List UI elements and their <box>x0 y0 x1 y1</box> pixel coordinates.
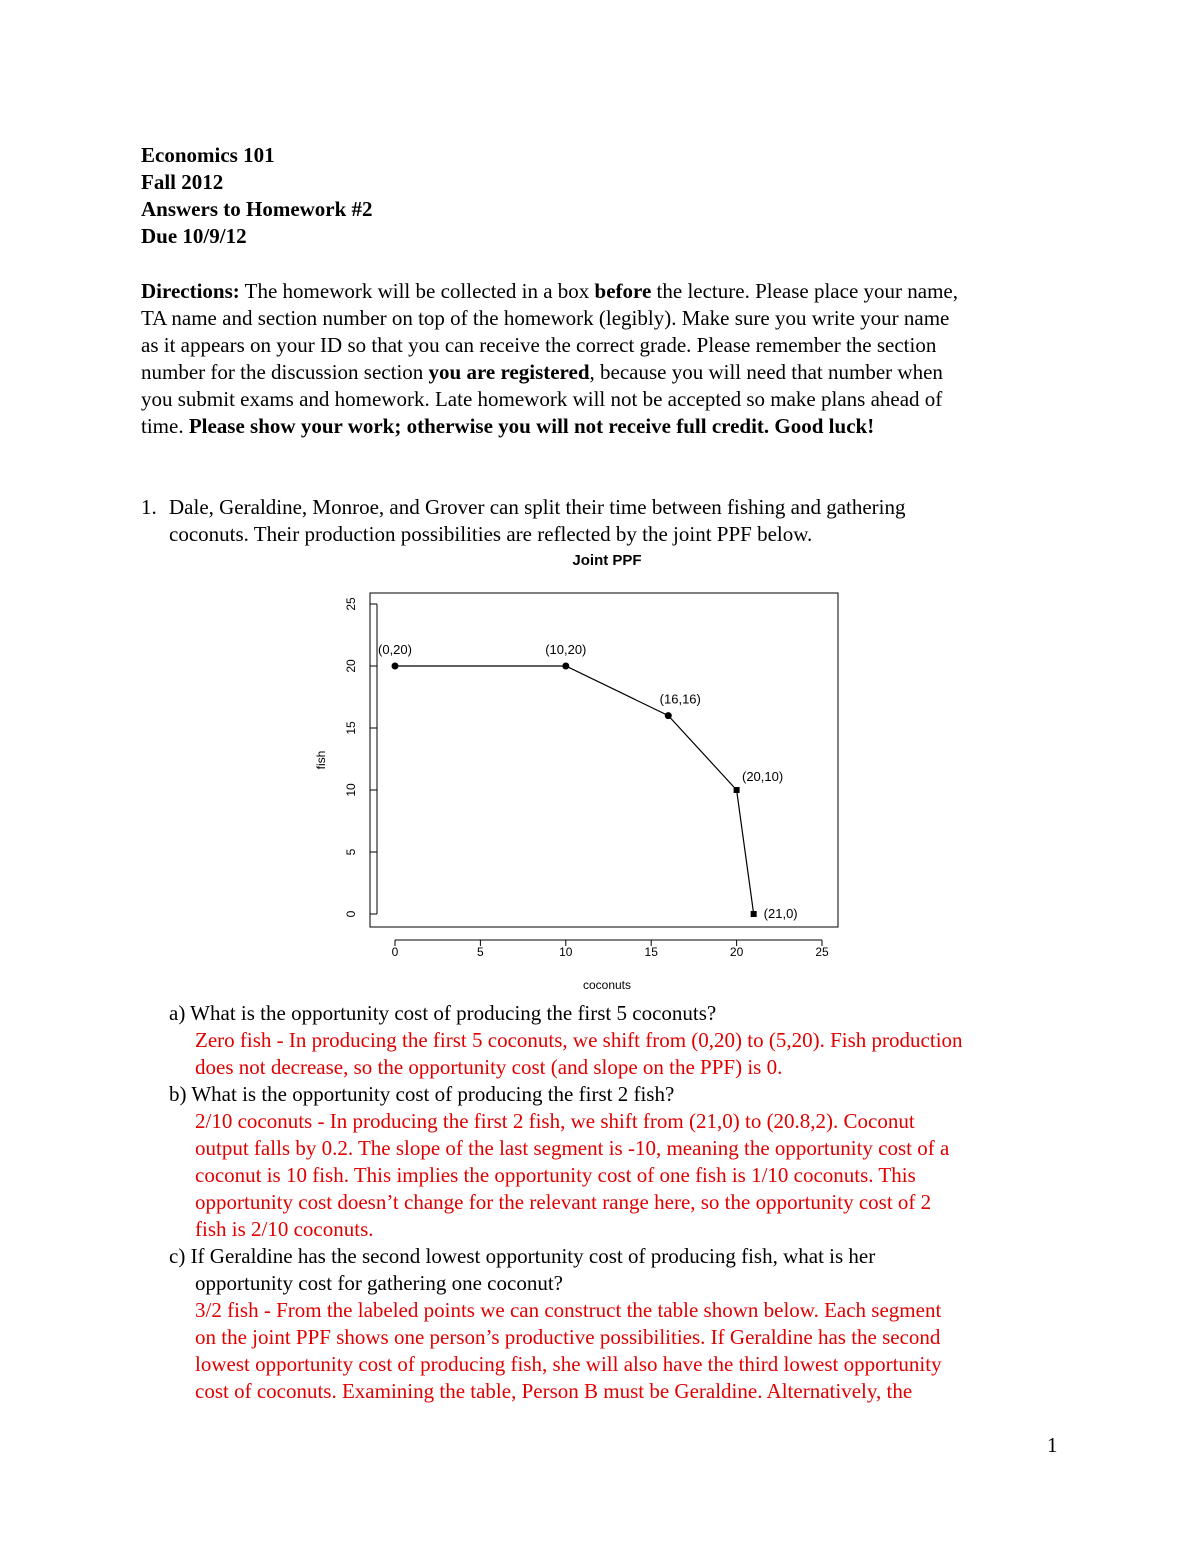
directions-label: Directions: <box>141 279 240 303</box>
directions-line-2: TA name and section number on top of the homework (legibly). Make sure you write your name <box>141 306 950 330</box>
answer-c-line-4: cost of coconuts. Examining the table, Person B must be Geraldine. Alternatively, the <box>195 1379 913 1403</box>
x-tick-label: 0 <box>391 945 399 959</box>
answer-b-line-1: 2/10 coconuts - In producing the first 2 fish, we shift from (21,0) to (20.8,2). Coconut <box>195 1109 915 1133</box>
y-tick-label: 20 <box>344 659 358 673</box>
question-1-line-2: coconuts. Their production possibilities are reflected by the joint PPF below. <box>169 522 813 546</box>
point-label: (10,20) <box>545 642 587 657</box>
answer-a-line-2: does not decrease, so the opportunity cost (and slope on the PPF) is 0. <box>195 1055 783 1079</box>
x-tick-label: 25 <box>815 945 829 959</box>
question-c-line-1: c) If Geraldine has the second lowest opportunity cost of producing fish, what is her <box>169 1244 876 1268</box>
ppf-series <box>378 642 798 921</box>
y-tick-label: 0 <box>344 910 358 918</box>
answer-c-line-3: lowest opportunity cost of producing fish, she will also have the third lowest opportunity <box>195 1352 942 1376</box>
question-c-line-2: opportunity cost for gathering one coconut? <box>195 1271 563 1295</box>
y-tick-label: 5 <box>344 848 358 856</box>
y-axis-label: fish <box>314 750 328 770</box>
point-label: (16,16) <box>659 691 701 707</box>
ppf-point <box>562 663 569 670</box>
question-number: 1. <box>141 495 157 519</box>
y-tick-label: 25 <box>344 597 358 611</box>
term: Fall 2012 <box>141 170 224 194</box>
page-number: 1 <box>1047 1433 1058 1457</box>
ppf-point <box>392 663 399 670</box>
directions-text: number for the discussion section <box>141 360 429 384</box>
directions-emphasis-show-work: Please show your work; otherwise you will not receive full credit. Good luck! <box>188 414 875 438</box>
answer-b-line-5: fish is 2/10 coconuts. <box>195 1217 374 1241</box>
question-b: b) What is the opportunity cost of producing the first 2 fish? <box>169 1082 675 1106</box>
answer-b-line-2: output falls by 0.2. The slope of the last segment is -10, meaning the opportunity cost of a <box>195 1136 950 1160</box>
directions-emphasis-registered: you are registered <box>428 360 590 384</box>
joint-ppf-chart <box>300 545 860 995</box>
answer-b-line-3: coconut is 10 fish. This implies the opportunity cost of one fish is 1/10 coconuts. This <box>195 1163 916 1187</box>
question-1-line-1: Dale, Geraldine, Monroe, and Grover can split their time between fishing and gathering <box>169 495 906 519</box>
point-label: (0,20) <box>378 642 412 657</box>
point-label: (20,10) <box>741 769 784 784</box>
directions-line-4 <box>141 359 943 386</box>
x-axis <box>392 940 829 959</box>
ppf-point <box>734 787 740 793</box>
x-tick-label: 5 <box>477 945 484 959</box>
directions-text: time. <box>141 414 189 438</box>
directions-line-6 <box>141 413 874 440</box>
directions-line-5: you submit exams and homework. Late homework will not be accepted so make plans ahead of <box>141 387 943 411</box>
y-axis <box>344 597 377 917</box>
directions-line-1 <box>141 278 958 305</box>
point-label: (21,0) <box>763 906 798 921</box>
chart-title: Joint PPF <box>572 552 642 569</box>
x-axis-label: coconuts <box>582 978 632 992</box>
answer-b-line-4: opportunity cost doesn’t change for the relevant range here, so the opportunity cost of 2 <box>195 1190 932 1214</box>
question-a: a) What is the opportunity cost of producing the first 5 coconuts? <box>169 1001 717 1025</box>
directions-text: the lecture. Please place your name, <box>651 279 958 303</box>
plot-frame <box>370 593 838 927</box>
ppf-point <box>751 911 757 917</box>
directions-text: , because you will need that number when <box>589 360 943 384</box>
document-title: Answers to Homework #2 <box>141 197 373 221</box>
x-tick-label: 10 <box>559 945 573 959</box>
due-date: Due 10/9/12 <box>141 224 247 248</box>
y-tick-label: 15 <box>344 721 358 735</box>
course-title: Economics 101 <box>141 143 275 167</box>
directions-line-3: as it appears on your ID so that you can receive the correct grade. Please remember the section <box>141 333 937 357</box>
x-tick-label: 15 <box>644 945 658 959</box>
answer-a-line-1: Zero fish - In producing the first 5 coconuts, we shift from (0,20) to (5,20). Fish production <box>195 1028 963 1052</box>
directions-emphasis-before: before <box>594 279 652 303</box>
directions-text: The homework will be collected in a box <box>239 279 595 303</box>
answer-c-line-1: 3/2 fish - From the labeled points we can construct the table shown below. Each segment <box>195 1298 942 1322</box>
answer-c-line-2: on the joint PPF shows one person’s productive possibilities. If Geraldine has the second <box>195 1325 941 1349</box>
x-tick-label: 20 <box>729 945 744 959</box>
ppf-point <box>665 712 672 719</box>
y-tick-label: 10 <box>344 783 358 797</box>
